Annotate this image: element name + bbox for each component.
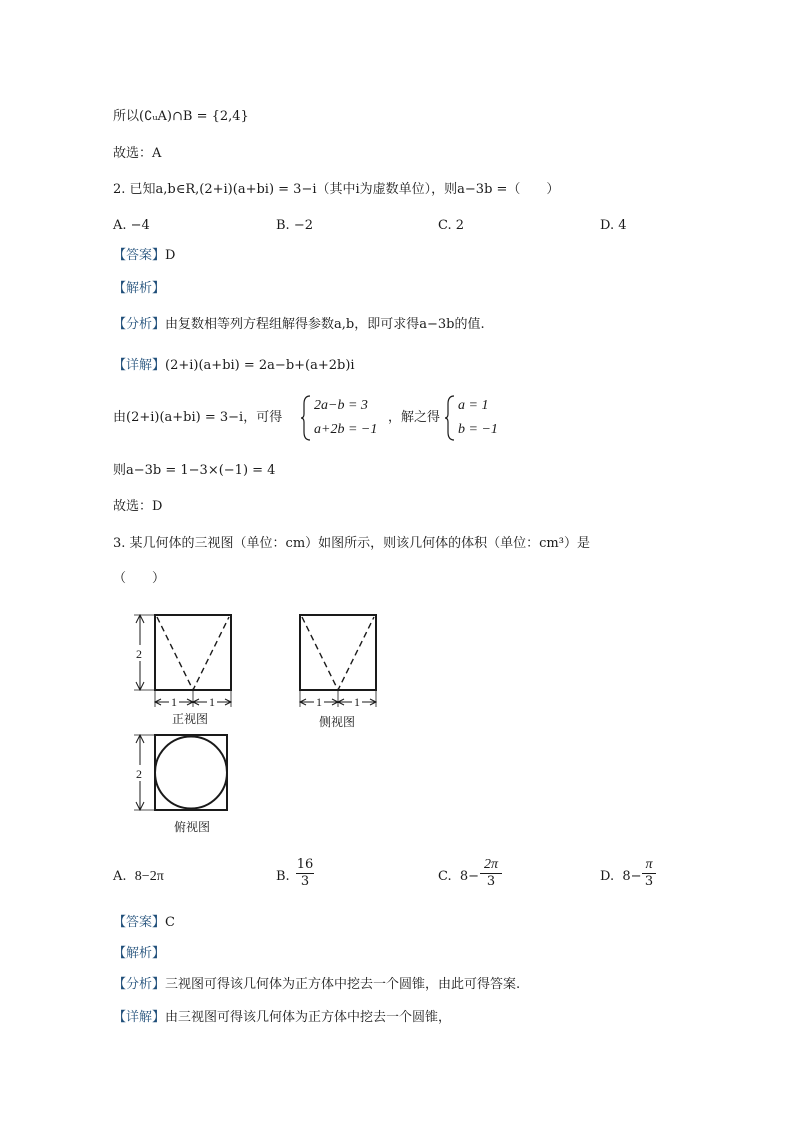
- choice-line: 故选：A: [113, 146, 162, 161]
- q2-fenxi: [113, 315, 485, 335]
- side-view-caption: 侧视图: [319, 715, 356, 729]
- q3-analysis: 【解析】: [113, 946, 166, 961]
- q3-option-d-fraction: π 3: [642, 857, 656, 890]
- fenxi-tag: 【分析】: [113, 317, 166, 332]
- top-width-label: 2: [136, 767, 142, 781]
- side-view-square: [300, 615, 376, 690]
- q3-option-d: D. 8−: [600, 869, 642, 884]
- q3-answer: 【答案】C: [113, 915, 175, 930]
- q3-option-a: A. 8−2π: [113, 869, 164, 884]
- q2-option-c: C. 2: [438, 218, 465, 233]
- top-view-circle: [155, 737, 227, 809]
- q2-option-d: D. 4: [600, 218, 627, 233]
- q2-stem: 2. 已知a,b∈R,(2+i)(a+bi) = 3−i（其中i为虚数单位），则a−3b =（ ）: [113, 182, 560, 197]
- q2-option-a: A. −4: [113, 218, 150, 233]
- fenxi-text: 由复数相等列方程组解得参数a,b，即可求得a−3b的值.: [165, 317, 485, 332]
- side-dim-right: 1: [354, 695, 360, 709]
- q3-stem: 3. 某几何体的三视图（单位：cm）如图所示，则该几何体的体积（单位：cm³）是: [113, 536, 590, 551]
- q2-option-b: B. −2: [276, 218, 313, 233]
- front-dim-left: 1: [171, 695, 177, 709]
- front-view-square: [155, 615, 231, 690]
- front-view-cone: [157, 617, 229, 690]
- top-view-caption: 俯视图: [174, 820, 211, 834]
- answer-tag: 【答案】: [113, 248, 166, 263]
- sys1-eq2: a+2b = −1: [314, 422, 378, 437]
- q2-answer: [113, 246, 175, 266]
- q3-option-b: B.: [276, 869, 290, 884]
- xiangjie-text: (2+i)(a+bi) = 2a−b+(a+2b)i: [165, 358, 355, 373]
- sys2-eq1: a = 1: [458, 398, 489, 413]
- analysis-tag: 【解析】: [113, 281, 166, 296]
- q2-choose: 故选：D: [113, 499, 163, 514]
- front-dim-right: 1: [209, 695, 215, 709]
- q3-fenxi: 【分析】三视图可得该几何体为正方体中挖去一个圆锥，由此可得答案.: [113, 977, 521, 992]
- side-dim-left: 1: [316, 695, 322, 709]
- q2-analysis: [113, 279, 165, 299]
- q3-option-c-fraction: 2π 3: [480, 857, 502, 890]
- q2-step1-a: 由(2+i)(a+bi) = 3−i，可得: [113, 410, 283, 425]
- side-view-cone: [302, 617, 374, 690]
- answer-value: D: [165, 248, 176, 263]
- sys2-eq2: b = −1: [458, 422, 498, 437]
- brace-2: [444, 394, 456, 442]
- q3-paren: （ ）: [113, 571, 166, 586]
- brace-1: [300, 394, 312, 442]
- sys1-eq1: 2a−b = 3: [314, 398, 368, 413]
- xiangjie-tag: 【详解】: [113, 358, 166, 373]
- q3-xiangjie: 【详解】由三视图可得该几何体为正方体中挖去一个圆锥，: [113, 1010, 452, 1025]
- q2-xiangjie: [113, 356, 355, 376]
- q3-option-c: C. 8−: [438, 869, 480, 884]
- q2-step1-b: ，解之得: [388, 410, 441, 425]
- q2-step2: 则a−3b = 1−3×(−1) = 4: [113, 463, 276, 478]
- q3-option-b-fraction: 16 3: [296, 857, 314, 889]
- front-height-label: 2: [136, 647, 142, 661]
- conclusion-line: 所以(∁ᵤA)∩B = {2,4}: [113, 109, 249, 124]
- front-view-caption: 正视图: [172, 712, 209, 726]
